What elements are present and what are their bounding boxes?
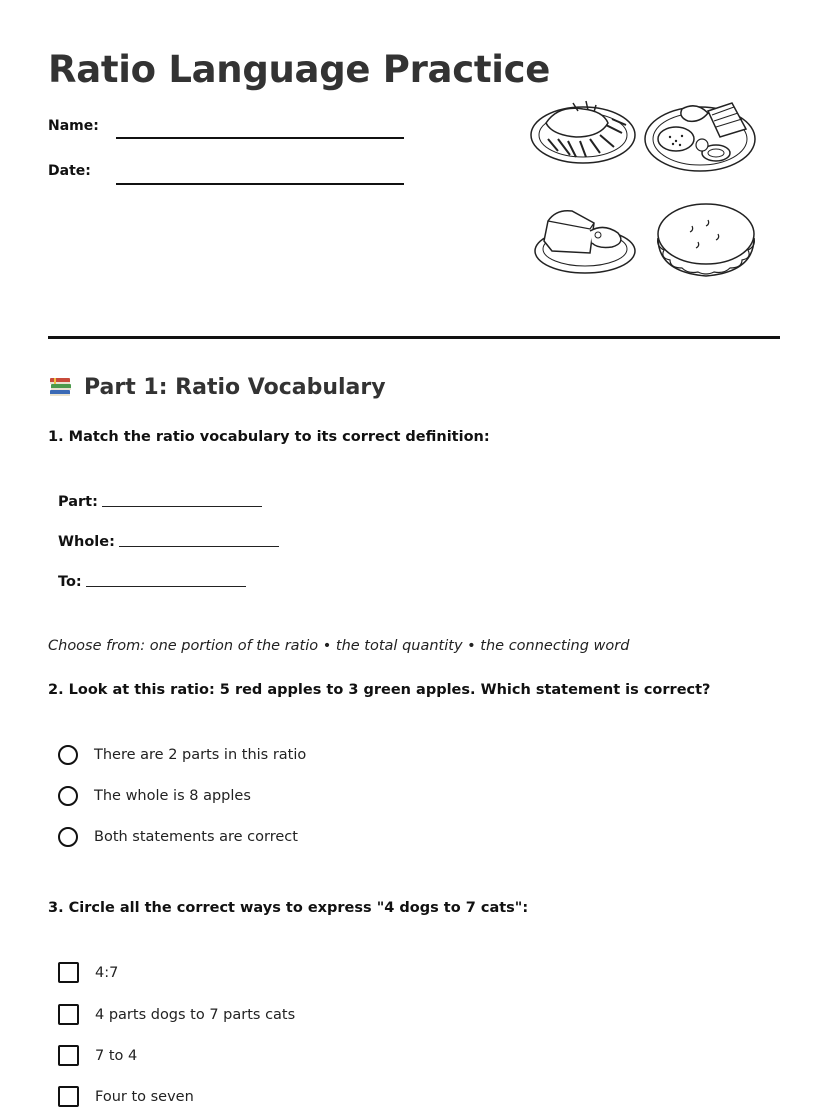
q2-option-2[interactable] — [58, 786, 251, 806]
whole-pie-icon — [652, 198, 760, 282]
name-label: Name: — [48, 118, 99, 134]
checkbox[interactable] — [58, 1086, 79, 1107]
part1-heading-text: Part 1: Ratio Vocabulary — [84, 374, 386, 400]
match-row-whole — [58, 534, 279, 550]
part1-heading — [48, 374, 386, 400]
match-blank-part[interactable] — [102, 506, 262, 507]
q3-option-4[interactable] — [58, 1086, 194, 1107]
date-line[interactable] — [116, 183, 404, 185]
q2-option-label: There are 2 parts in this ratio — [94, 747, 307, 763]
radio-button[interactable] — [58, 745, 78, 765]
match-label-part: Part: — [58, 494, 98, 510]
q3-option-label: 7 to 4 — [95, 1047, 138, 1064]
match-blank-whole[interactable] — [119, 546, 279, 547]
match-label-to: To: — [58, 574, 82, 590]
checkbox[interactable] — [58, 1045, 79, 1066]
pie-slice-plate-icon — [532, 205, 638, 277]
radio-button[interactable] — [58, 786, 78, 806]
q2-option-label: The whole is 8 apples — [94, 788, 251, 804]
match-row-to — [58, 574, 246, 590]
radio-button[interactable] — [58, 827, 78, 847]
q3-option-label: Four to seven — [95, 1088, 194, 1105]
q2-option-label: Both statements are correct — [94, 829, 298, 845]
date-label: Date: — [48, 163, 91, 179]
sandwich-plate-icon — [642, 95, 760, 175]
q3-option-label: 4:7 — [95, 964, 119, 981]
fish-and-chips-plate-icon — [528, 95, 638, 167]
checkbox[interactable] — [58, 962, 79, 983]
q3-option-label: 4 parts dogs to 7 parts cats — [95, 1006, 296, 1023]
match-label-whole: Whole: — [58, 534, 115, 550]
q3-option-3[interactable] — [58, 1045, 137, 1066]
books-icon — [48, 374, 74, 400]
q2-option-1[interactable] — [58, 745, 306, 765]
match-row-part — [58, 494, 262, 510]
question-3: 3. Circle all the correct ways to express "4 dogs to 7 cats": — [48, 900, 529, 916]
question-1: 1. Match the ratio vocabulary to its correct definition: — [48, 429, 490, 445]
q1-hint: Choose from: one portion of the ratio • the total quantity • the connecting word — [48, 638, 630, 654]
name-line[interactable] — [116, 137, 404, 139]
question-2: 2. Look at this ratio: 5 red apples to 3 green apples. Which statement is correct? — [48, 682, 711, 698]
section-divider — [48, 336, 780, 339]
page-title: Ratio Language Practice — [48, 48, 551, 91]
q3-option-2[interactable] — [58, 1004, 295, 1025]
q3-option-1[interactable] — [58, 962, 118, 983]
match-blank-to[interactable] — [86, 586, 246, 587]
checkbox[interactable] — [58, 1004, 79, 1025]
q2-option-3[interactable] — [58, 827, 298, 847]
